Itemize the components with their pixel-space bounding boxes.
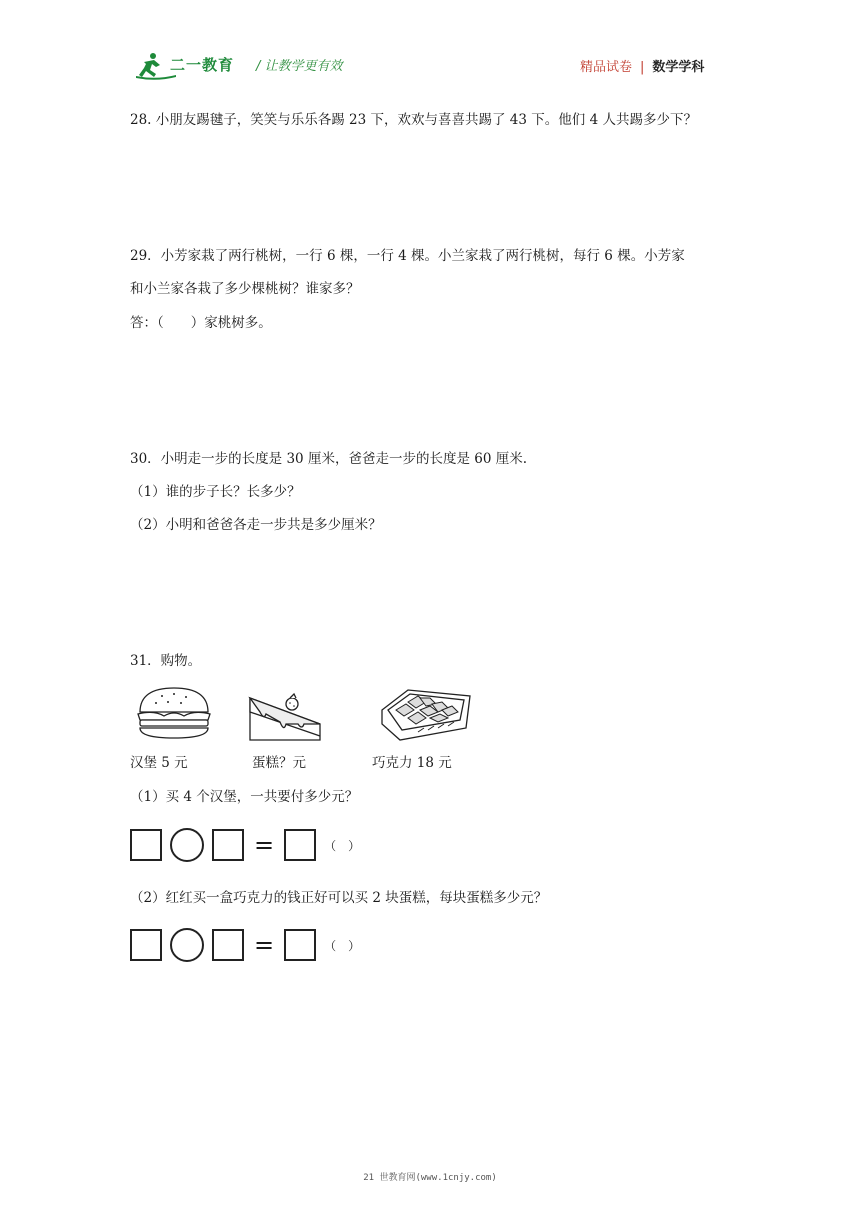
item-label-chocolate: 巧克力 18 元 xyxy=(372,755,452,771)
question-31-sub2: （2）红红买一盒巧克力的钱正好可以买 2 块蛋糕，每块蛋糕多少元？ xyxy=(130,890,548,906)
hamburger-icon xyxy=(134,684,214,742)
question-30-sub2: （2）小明和爸爸各走一步共是多少厘米？ xyxy=(130,517,382,533)
question-29-answer: 答：（ ）家桃树多。 xyxy=(130,315,272,331)
answer-box[interactable] xyxy=(130,929,162,961)
answer-box[interactable] xyxy=(284,829,316,861)
question-30-sub1: （1）谁的步子长？长多少？ xyxy=(130,484,301,500)
question-31-title: 31．购物。 xyxy=(130,653,202,669)
question-28: 28. 小朋友踢毽子，笑笑与乐乐各踢 23 下，欢欢与喜喜共踢了 43 下。他们 4 人共踢多少下？ xyxy=(130,112,697,128)
operator-circle[interactable] xyxy=(170,928,204,962)
item-label-hamburger: 汉堡 5 元 xyxy=(130,755,188,771)
answer-box[interactable] xyxy=(284,929,316,961)
item-label-cake: 蛋糕？元 xyxy=(252,755,306,771)
brand-slogan: / 让教学更有效 xyxy=(256,59,343,74)
question-30: 30．小明走一步的长度是 30 厘米，爸爸走一步的长度是 60 厘米. xyxy=(130,451,527,467)
equals-sign: = xyxy=(254,931,275,959)
page-footer: 21 世教育网(www.1cnjy.com) xyxy=(363,1173,497,1183)
answer-box[interactable] xyxy=(212,929,244,961)
header-subject: 数学学科 xyxy=(652,60,705,75)
answer-box[interactable] xyxy=(212,829,244,861)
brand-name: 二一教育 xyxy=(170,56,235,74)
equation-row-2 xyxy=(130,928,360,962)
chocolate-box-icon xyxy=(378,684,474,742)
header-label: 精品试卷 xyxy=(580,60,633,75)
question-29-line1: 29．小芳家栽了两行桃树，一行 6 棵，一行 4 棵。小兰家栽了两行桃树，每行 6 棵。小芳家 xyxy=(130,248,685,264)
operator-circle[interactable] xyxy=(170,828,204,862)
question-31-sub1: （1）买 4 个汉堡，一共要付多少元？ xyxy=(130,789,359,805)
equals-sign: = xyxy=(254,831,275,859)
header-right xyxy=(580,56,704,75)
cake-icon xyxy=(246,684,326,742)
answer-box[interactable] xyxy=(130,829,162,861)
question-29-line2: 和小兰家各栽了多少棵桃树？谁家多？ xyxy=(130,281,360,297)
header-separator: | xyxy=(640,60,645,75)
equation-row-1 xyxy=(130,828,360,862)
unit-paren: （ ） xyxy=(324,838,361,853)
unit-paren: （ ） xyxy=(324,938,361,953)
